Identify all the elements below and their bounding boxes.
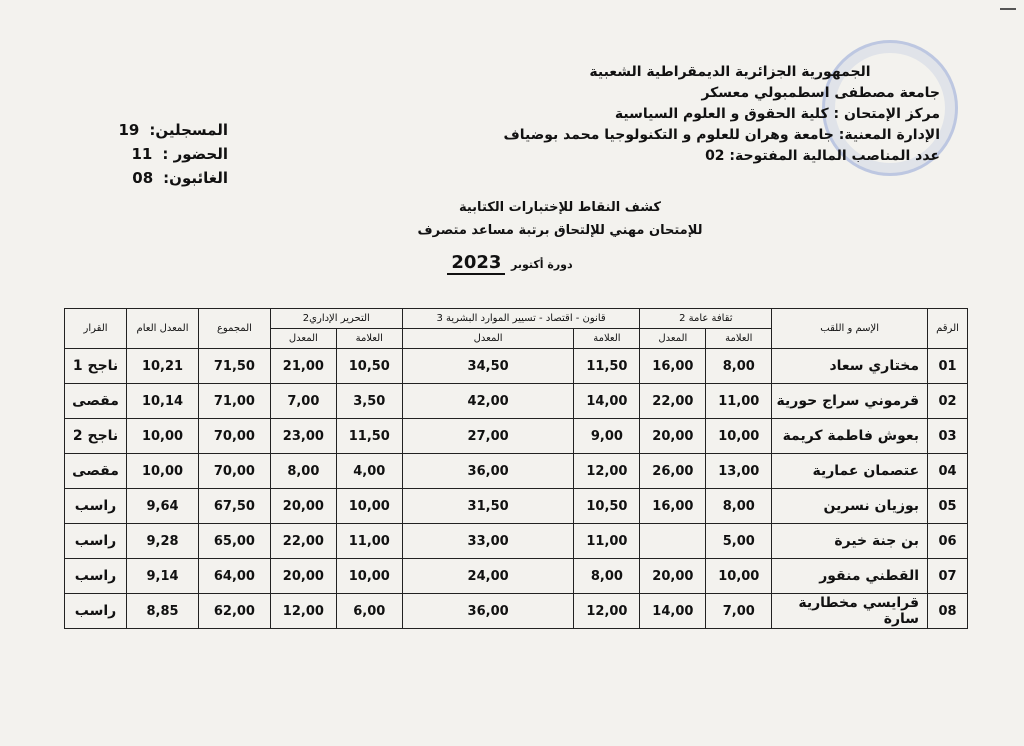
administration: الإدارة المعنية: جامعة وهران للعلوم و التكنولوجيا محمد بوضياف [503,127,940,143]
total-cell: 71,00 [198,384,270,419]
s2-avg-cell: 31,50 [402,489,574,524]
s3-avg-cell: 23,00 [270,419,336,454]
decision-cell: راسب [65,524,127,559]
table-row [65,349,968,384]
decision-cell: راسب [65,489,127,524]
s2-mark-cell: 11,50 [574,349,640,384]
absent-label: الغائبون: [163,169,228,187]
s2-mark-cell: 8,00 [574,559,640,594]
s3-avg-cell: 8,00 [270,454,336,489]
s3-mark-cell: 10,00 [336,489,402,524]
absent-value: 08 [132,169,154,187]
rank-cell: 04 [928,454,968,489]
decision-cell: مقصى [65,384,127,419]
s2-mark-cell: 12,00 [574,594,640,629]
s2-avg-cell: 34,50 [402,349,574,384]
s1-mark-cell: 8,00 [706,489,772,524]
rank-cell: 05 [928,489,968,524]
decision-cell: ناجح 1 [65,349,127,384]
s2-mark-cell: 14,00 [574,384,640,419]
average-cell: 10,00 [127,454,199,489]
s1-avg-cell: 14,00 [640,594,706,629]
session-year: 2023 [447,252,505,275]
average-cell: 10,21 [127,349,199,384]
s1-mark-cell: 10,00 [706,559,772,594]
header-s1-avg: المعدل [640,329,706,349]
rank-cell: 01 [928,349,968,384]
average-cell: 9,28 [127,524,199,559]
name-cell: عتصمان عمارية [772,454,928,489]
name-cell: بن جنة خيرة [772,524,928,559]
name-cell: القطني منقور [772,559,928,594]
header-rank: الرقم [928,309,968,349]
total-cell: 65,00 [198,524,270,559]
s3-mark-cell: 10,50 [336,349,402,384]
total-cell: 70,00 [198,454,270,489]
registered-label: المسجلين: [149,121,228,139]
s3-mark-cell: 11,50 [336,419,402,454]
rank-cell: 07 [928,559,968,594]
header-subject1: ثقافة عامة 2 [640,309,772,329]
s2-avg-cell: 27,00 [402,419,574,454]
s2-mark-cell: 11,00 [574,524,640,559]
name-cell: قرموني سراج حورية [772,384,928,419]
header-name: الإسم و اللقب [772,309,928,349]
s2-avg-cell: 24,00 [402,559,574,594]
s1-mark-cell: 8,00 [706,349,772,384]
table-row [65,559,968,594]
total-cell: 62,00 [198,594,270,629]
header-total: المجموع [198,309,270,349]
header-s3-mark: العلامة [336,329,402,349]
s3-avg-cell: 22,00 [270,524,336,559]
header-subject2: قانون - اقتصاد - تسيير الموارد البشرية 3 [402,309,640,329]
republic-title: الجمهورية الجزائرية الديمقراطية الشعبية [589,64,871,80]
s3-avg-cell: 12,00 [270,594,336,629]
s1-avg-cell: 16,00 [640,489,706,524]
total-cell: 67,50 [198,489,270,524]
s2-mark-cell: 12,00 [574,454,640,489]
present-label: الحضور : [162,145,228,163]
header-s1-mark: العلامة [706,329,772,349]
table-row [65,489,968,524]
table-row [65,454,968,489]
name-cell: بعوش فاطمة كريمة [772,419,928,454]
s1-mark-cell: 10,00 [706,419,772,454]
table-row [65,419,968,454]
rank-cell: 02 [928,384,968,419]
average-cell: 10,14 [127,384,199,419]
candidate-counts [88,118,228,190]
s3-avg-cell: 20,00 [270,489,336,524]
header-s2-avg: المعدل [402,329,574,349]
corner-mark [1000,8,1016,10]
university-name: جامعة مصطفى اسطمبولي معسكر [701,85,940,101]
header-s3-avg: المعدل [270,329,336,349]
exam-center: مركز الإمتحان : كلية الحقوق و العلوم السياسية [614,106,940,122]
session-name: دورة أكتوبر [511,258,573,271]
average-cell: 10,00 [127,419,199,454]
s2-avg-cell: 33,00 [402,524,574,559]
s1-avg-cell: 20,00 [640,419,706,454]
s3-mark-cell: 4,00 [336,454,402,489]
table-row [65,594,968,629]
results-table [64,308,968,629]
s1-mark-cell: 7,00 [706,594,772,629]
s3-mark-cell: 10,00 [336,559,402,594]
s1-avg-cell: 22,00 [640,384,706,419]
registered-value: 19 [118,121,140,139]
decision-cell: راسب [65,559,127,594]
open-positions: عدد المناصب المالية المفتوحة: 02 [705,148,940,164]
s2-mark-cell: 10,50 [574,489,640,524]
s3-avg-cell: 20,00 [270,559,336,594]
table-row [65,384,968,419]
header-s2-mark: العلامة [574,329,640,349]
s2-avg-cell: 42,00 [402,384,574,419]
header-decision: القرار [65,309,127,349]
s1-mark-cell: 11,00 [706,384,772,419]
header-subject3: التحرير الإداري2 [270,309,402,329]
title-line-1: كشف النقاط للإختبارات الكتابية [458,200,661,215]
s1-avg-cell: 26,00 [640,454,706,489]
s1-mark-cell: 5,00 [706,524,772,559]
s2-mark-cell: 9,00 [574,419,640,454]
total-cell: 70,00 [198,419,270,454]
present-value: 11 [131,145,153,163]
average-cell: 8,85 [127,594,199,629]
s2-avg-cell: 36,00 [402,454,574,489]
s3-avg-cell: 21,00 [270,349,336,384]
s3-avg-cell: 7,00 [270,384,336,419]
total-cell: 71,50 [198,349,270,384]
name-cell: مختاري سعاد [772,349,928,384]
rank-cell: 03 [928,419,968,454]
table-row [65,524,968,559]
decision-cell: مقصى [65,454,127,489]
document-titles [380,196,740,242]
s3-mark-cell: 6,00 [336,594,402,629]
header-average: المعدل العام [127,309,199,349]
document-header [503,62,940,167]
average-cell: 9,14 [127,559,199,594]
name-cell: بوزيان نسرين [772,489,928,524]
s2-avg-cell: 36,00 [402,594,574,629]
session-label [400,252,620,273]
s1-avg-cell: 16,00 [640,349,706,384]
s1-avg-cell: 20,00 [640,559,706,594]
total-cell: 64,00 [198,559,270,594]
s3-mark-cell: 11,00 [336,524,402,559]
decision-cell: ناجح 2 [65,419,127,454]
rank-cell: 08 [928,594,968,629]
name-cell: قرايسي مخطارية سارة [772,594,928,629]
decision-cell: راسب [65,594,127,629]
s3-mark-cell: 3,50 [336,384,402,419]
title-line-2: للإمتحان مهني للإلتحاق برتبة مساعد متصرف [417,223,703,238]
s1-avg-cell [640,524,706,559]
average-cell: 9,64 [127,489,199,524]
rank-cell: 06 [928,524,968,559]
s1-mark-cell: 13,00 [706,454,772,489]
